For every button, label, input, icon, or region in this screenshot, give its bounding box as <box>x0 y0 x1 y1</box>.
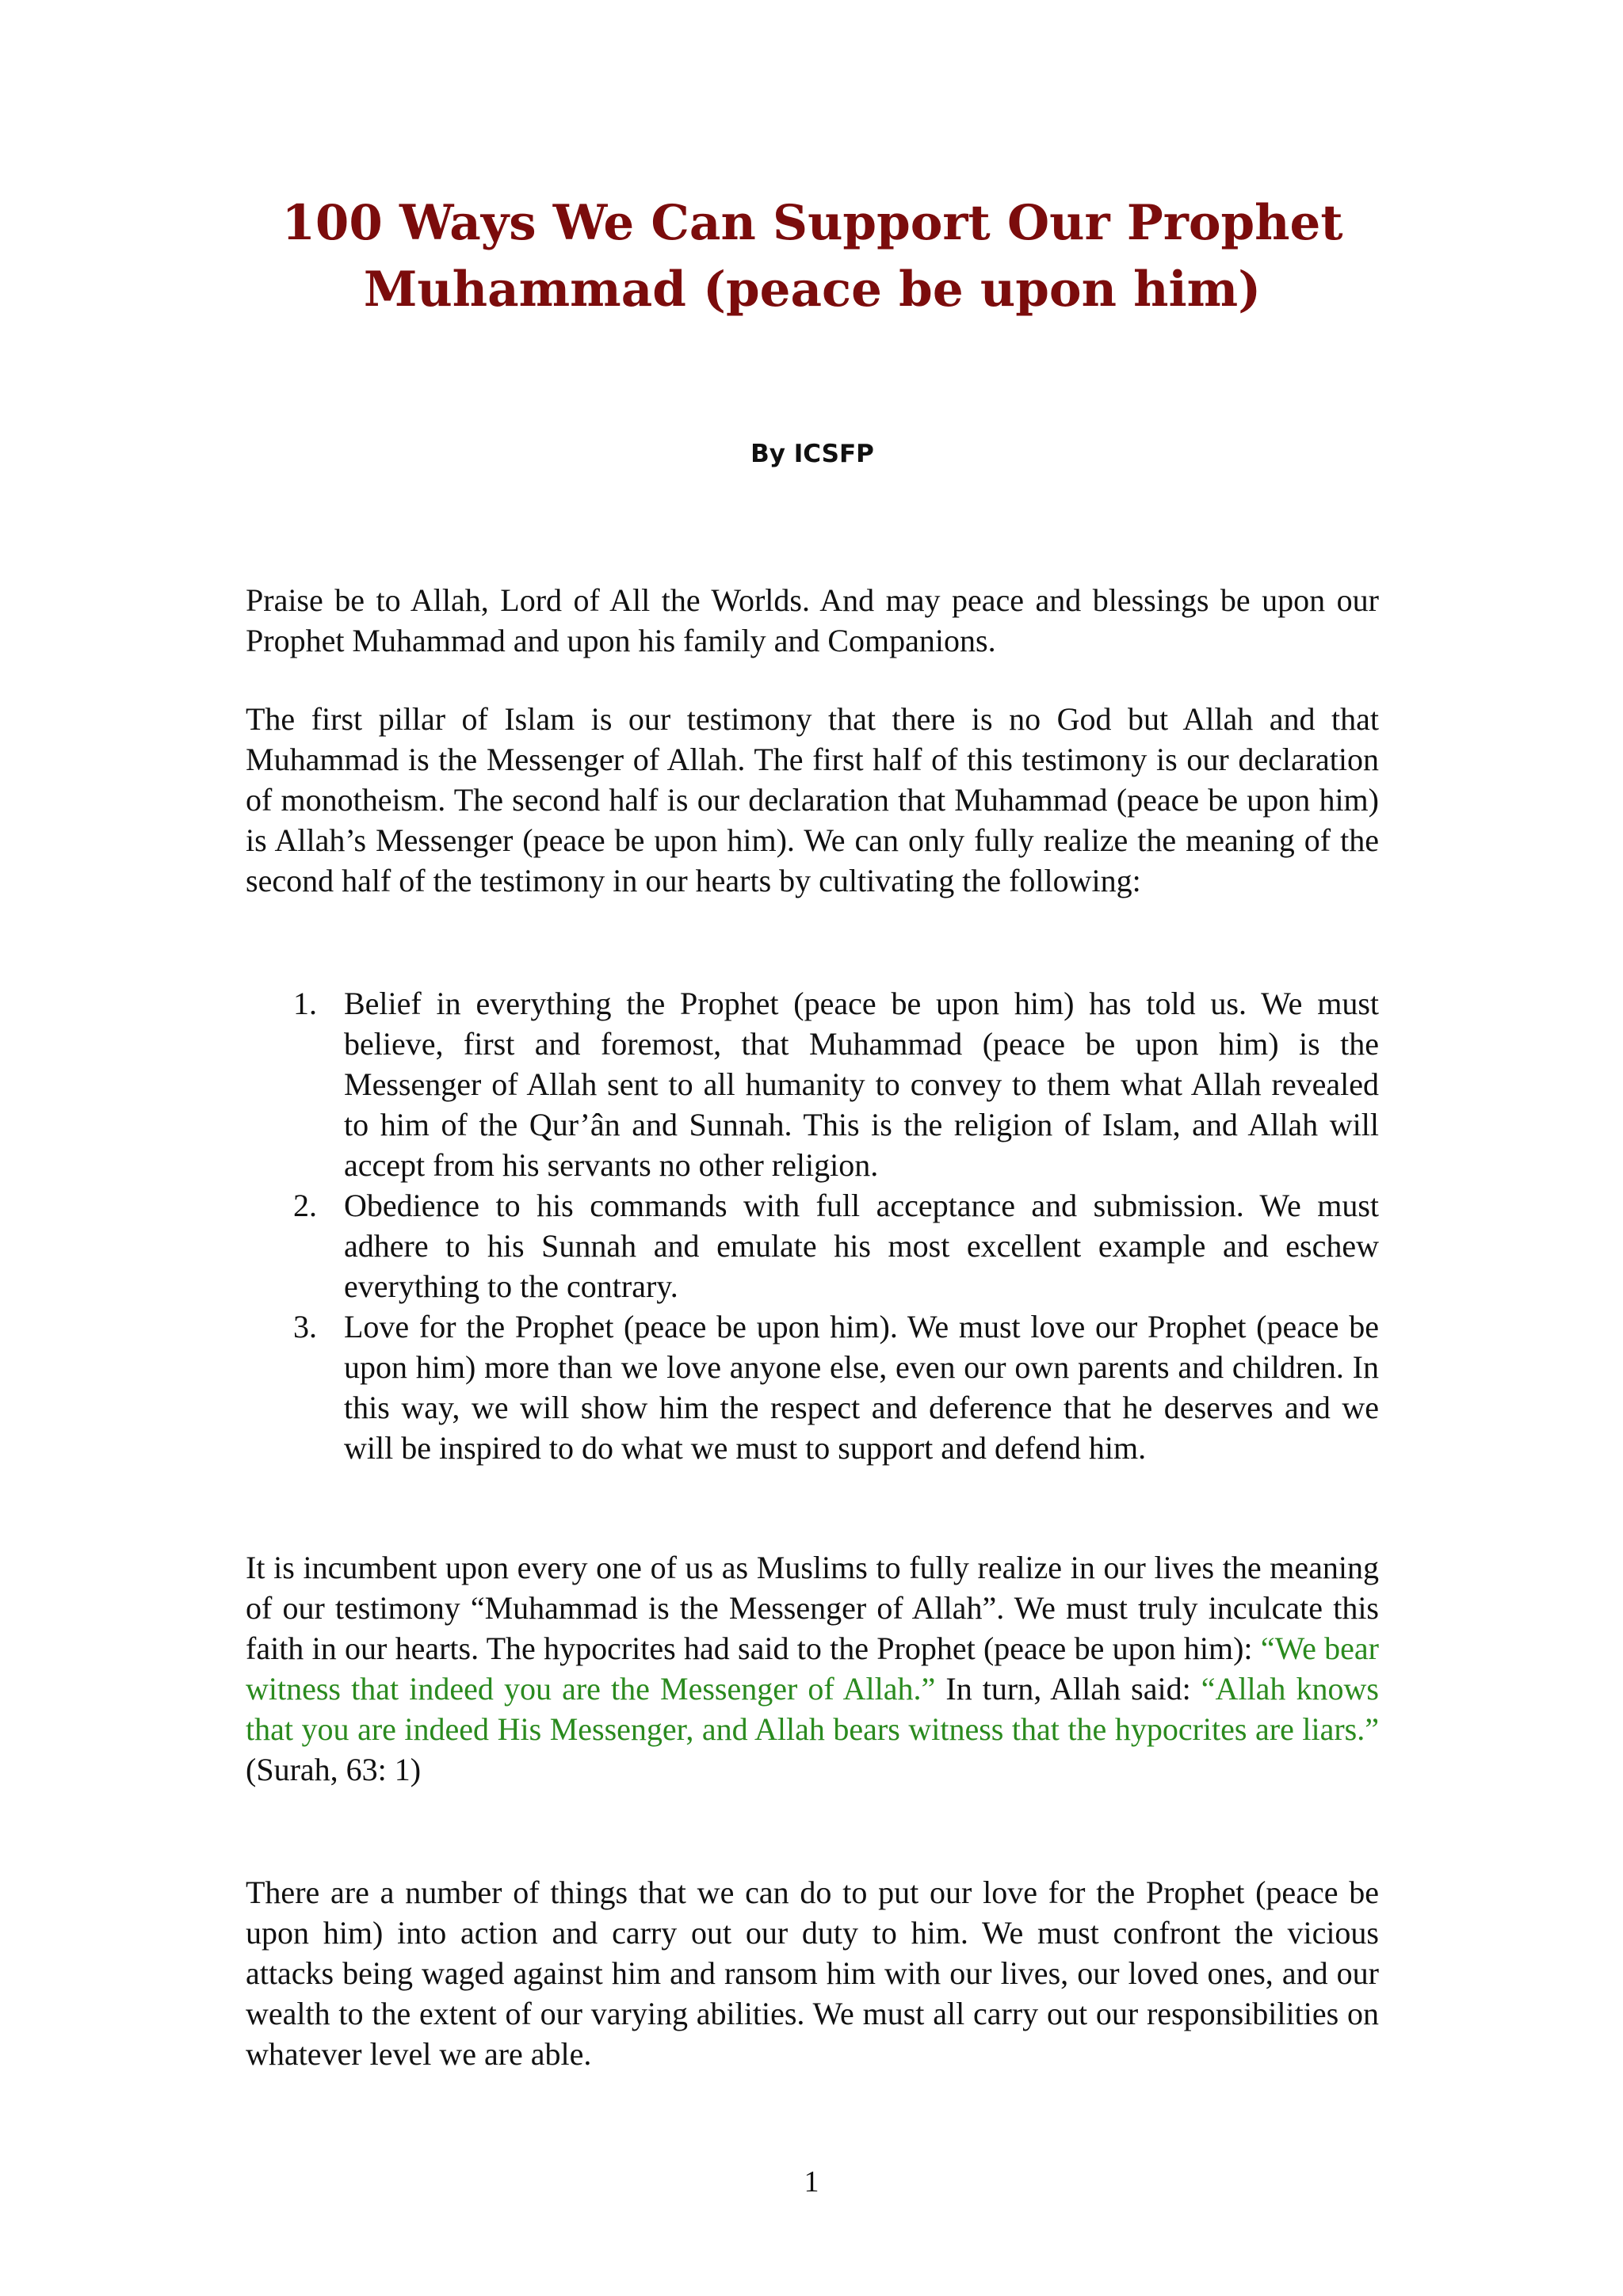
author-byline: By ICSFP <box>750 440 874 468</box>
allah-quote: “Allah knows that you are indeed His Messenger, and Allah bears witness that the hypocrites are liars.” <box>246 1671 1379 1747</box>
document-title <box>246 190 1379 323</box>
list-item <box>246 1306 1379 1468</box>
obligation-text-part-2: In turn, Allah said: <box>935 1671 1201 1707</box>
testimony-paragraph: The first pillar of Islam is our testimony that there is no God but Allah and that Muhammad is the Messenger of Allah. The first half of this testimony is our declaration of monotheism. The second half is our declaration that Muhammad (peace be upon him) is Allah’s Messenger (peace be upon him). We can only fully realize the meaning of the second half of the testimony in our hearts by cultivating the following: <box>246 701 1379 898</box>
obligation-paragraph <box>246 1547 1379 1790</box>
list-item <box>246 1185 1379 1306</box>
title-line-1: 100 Ways We Can Support Our Prophet <box>281 195 1343 251</box>
action-paragraph: There are a number of things that we can do to put our love for the Prophet (peace be upon him) into action and carry out our duty to him. We must confront the vicious attacks being waged against him and ransom him with our lives, our loved ones, and our wealth to the extent of our varying abilities. We must all carry out our responsibilities on whatever level we are able. <box>246 1875 1379 2072</box>
list-item-number: 3. <box>293 1309 317 1344</box>
page-number: 1 <box>804 2165 819 2199</box>
list-item-text: Belief in everything the Prophet (peace be upon him) has told us. We must believe, first and foremost, that Muhammad (peace be upon him) is the Messenger of Allah sent to all humanity to convey to them what Allah revealed to him of the Qur’ân and Sunnah. This is the religion of Islam, and Allah will accept from his servants no other religion. <box>344 986 1379 1183</box>
numbered-list <box>246 983 1379 1468</box>
obligation-text-part-1: It is incumbent upon every one of us as Muslims to fully realize in our lives the meaning of our testimony “Muhammad is the Messenger of Allah”. We must truly inculcate this faith in our hearts. The hypocrites had said to the Prophet (peace be upon him): <box>246 1550 1379 1666</box>
list-item-text: Love for the Prophet (peace be upon him). We must love our Prophet (peace be upon him) more than we love anyone else, even our own parents and children. In this way, we will show him the respect and deference that he deserves and we will be inspired to do what we must to support and defend him. <box>344 1309 1379 1466</box>
intro-paragraph: Praise be to Allah, Lord of All the Worlds. And may peace and blessings be upon our Prophet Muhammad and upon his family and Companions. <box>246 582 1379 658</box>
list-item <box>246 983 1379 1185</box>
hypocrites-quote: “We bear witness that indeed you are the Messenger of Allah.” <box>246 1630 1379 1707</box>
list-item-text: Obedience to his commands with full acceptance and submission. We must adhere to his Sunnah and emulate his most excellent example and eschew everything to the contrary. <box>344 1188 1379 1304</box>
list-item-number: 2. <box>293 1188 317 1223</box>
list-item-number: 1. <box>293 986 317 1021</box>
surah-citation: (Surah, 63: 1) <box>246 1752 422 1787</box>
title-line-2: Muhammad (peace be upon him) <box>363 261 1262 318</box>
